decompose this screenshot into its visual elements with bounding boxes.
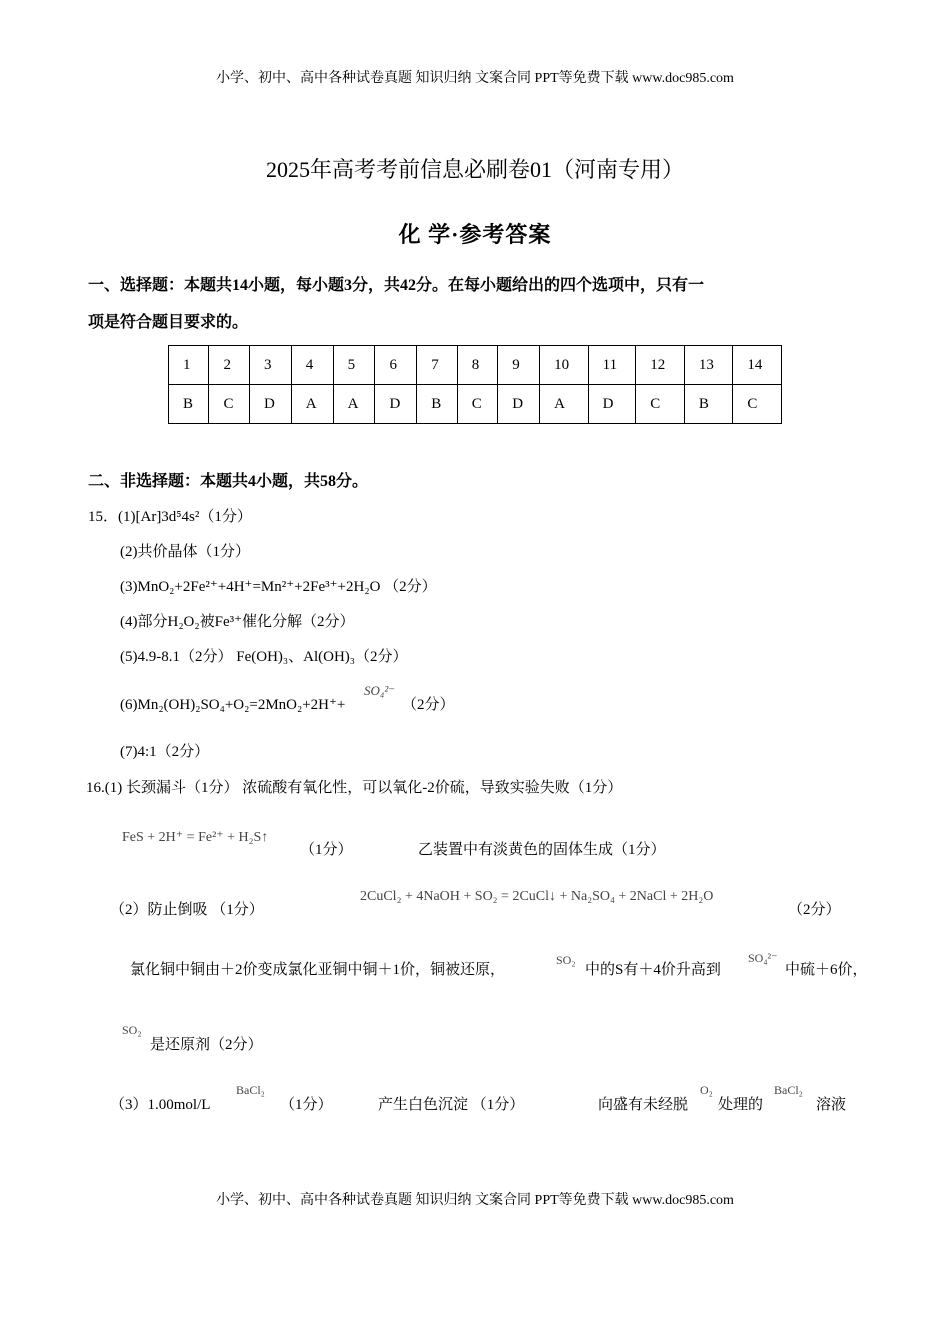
question-number-cell: 1 [169, 346, 209, 385]
question-number-cell: 11 [588, 346, 636, 385]
q15-part4: (4)部分H₂O₂被Fe³⁺催化分解（2分） [120, 614, 355, 630]
q16-explain-d: 是还原剂（2分） [150, 1037, 263, 1053]
answer-cell: D [588, 385, 636, 424]
q16-score: （1分） [300, 842, 353, 858]
sulfate-ion-formula: SO₄²⁻ [364, 683, 396, 698]
answer-cell: A [540, 385, 589, 424]
q16-part3-method-a: 向盛有未经脱 [598, 1097, 689, 1113]
q16-explain-c: 中硫＋6价， [785, 962, 868, 978]
answer-cell: C [733, 385, 782, 424]
question-number-cell: 3 [249, 346, 291, 385]
bacl2-formula: BaCl₂ [236, 1083, 265, 1097]
q16-part3-method-c: 溶液 [816, 1097, 847, 1113]
q15-part5: (5)4.9-8.1（2分） Fe(OH)₃、Al(OH)₃（2分） [120, 649, 408, 665]
answer-cell: C [636, 385, 685, 424]
q16-part3: （3）1.00mol/L [110, 1097, 211, 1113]
q16-part3-score: （1分） [280, 1097, 333, 1113]
answer-cell: D [249, 385, 291, 424]
section1-heading: 一、选择题：本题共14小题，每小题3分，共42分。在每小题给出的四个选项中，只有一 [88, 277, 705, 294]
page-footer: 小学、初中、高中各种试卷真题 知识归纳 文案合同 PPT等免费下载 www.doc985.com [216, 1193, 734, 1208]
answer-cell: D [375, 385, 417, 424]
section1-heading-cont: 项是符合题目要求的。 [88, 314, 249, 331]
document-subtitle: 化 学·参考答案 [398, 222, 552, 247]
sulfate-formula: SO₄²⁻ [748, 951, 778, 965]
answer-table [168, 345, 782, 424]
q16-explain-a: 氯化铜中铜由＋2价变成氯化亚铜中铜＋1价，铜被还原， [130, 962, 506, 978]
answer-cell: B [417, 385, 457, 424]
page-header: 小学、初中、高中各种试卷真题 知识归纳 文案合同 PPT等免费下载 www.doc985.com [216, 71, 734, 86]
question-number-cell: 5 [333, 346, 375, 385]
answer-row [169, 385, 782, 424]
q16-part3-method-b: 处理的 [718, 1097, 764, 1113]
q15-part2: (2)共价晶体（1分） [120, 544, 250, 560]
question-number-cell: 4 [291, 346, 333, 385]
question-number-cell: 2 [209, 346, 249, 385]
fes-equation: FeS + 2H⁺ = Fe²⁺ + H₂S↑ [122, 830, 269, 845]
q15-part6-score: （2分） [402, 697, 455, 713]
q15-part3: (3)MnO₂+2Fe²⁺+4H⁺=Mn²⁺+2Fe³⁺+2H₂O （2分） [120, 579, 437, 595]
question-number-cell: 12 [636, 346, 685, 385]
q16-part3-observation: 产生白色沉淀 （1分） [378, 1097, 525, 1113]
question-number-cell: 6 [375, 346, 417, 385]
answer-cell: A [333, 385, 375, 424]
question-number-cell: 10 [540, 346, 589, 385]
q16-part2: （2）防止倒吸 （1分） [110, 902, 264, 918]
question-number-row [169, 346, 782, 385]
answer-cell: C [209, 385, 249, 424]
section2-heading: 二、非选择题：本题共4小题，共58分。 [88, 473, 369, 490]
document-title: 2025年高考考前信息必刷卷01（河南专用） [265, 157, 684, 182]
cucl-equation: 2CuCl₂ + 4NaOH + SO₂ = 2CuCl↓ + Na₂SO₄ + 2NaCl + 2H₂O [360, 889, 714, 904]
q16-observation: 乙装置中有淡黄色的固体生成（1分） [418, 842, 666, 858]
answer-cell: A [291, 385, 333, 424]
question-number-cell: 9 [498, 346, 540, 385]
question-number-cell: 14 [733, 346, 782, 385]
answer-cell: B [684, 385, 733, 424]
q16-part2-score: （2分） [788, 902, 841, 918]
answer-cell: C [457, 385, 497, 424]
answer-cell: D [498, 385, 540, 424]
q15-part7: (7)4:1（2分） [120, 744, 210, 760]
bacl2-formula-2: BaCl₂ [774, 1083, 803, 1097]
q15-part1: 15．(1)[Ar]3d⁵4s²（1分） [88, 509, 252, 525]
so2-formula-2: SO₂ [122, 1023, 142, 1037]
q16-explain-b: 中的S有＋4价升高到 [585, 962, 721, 978]
q15-part6: (6)Mn₂(OH)₂SO₄+O₂=2MnO₂+2H⁺+ [120, 697, 346, 713]
so2-formula: SO₂ [556, 953, 576, 967]
question-number-cell: 8 [457, 346, 497, 385]
q16-part1: 16.(1) 长颈漏斗（1分） 浓硫酸有氧化性，可以氧化-2价硫，导致实验失败（1分） [86, 780, 623, 796]
answer-cell: B [169, 385, 209, 424]
question-number-cell: 13 [684, 346, 733, 385]
o2-formula: O₂ [700, 1083, 713, 1097]
question-number-cell: 7 [417, 346, 457, 385]
